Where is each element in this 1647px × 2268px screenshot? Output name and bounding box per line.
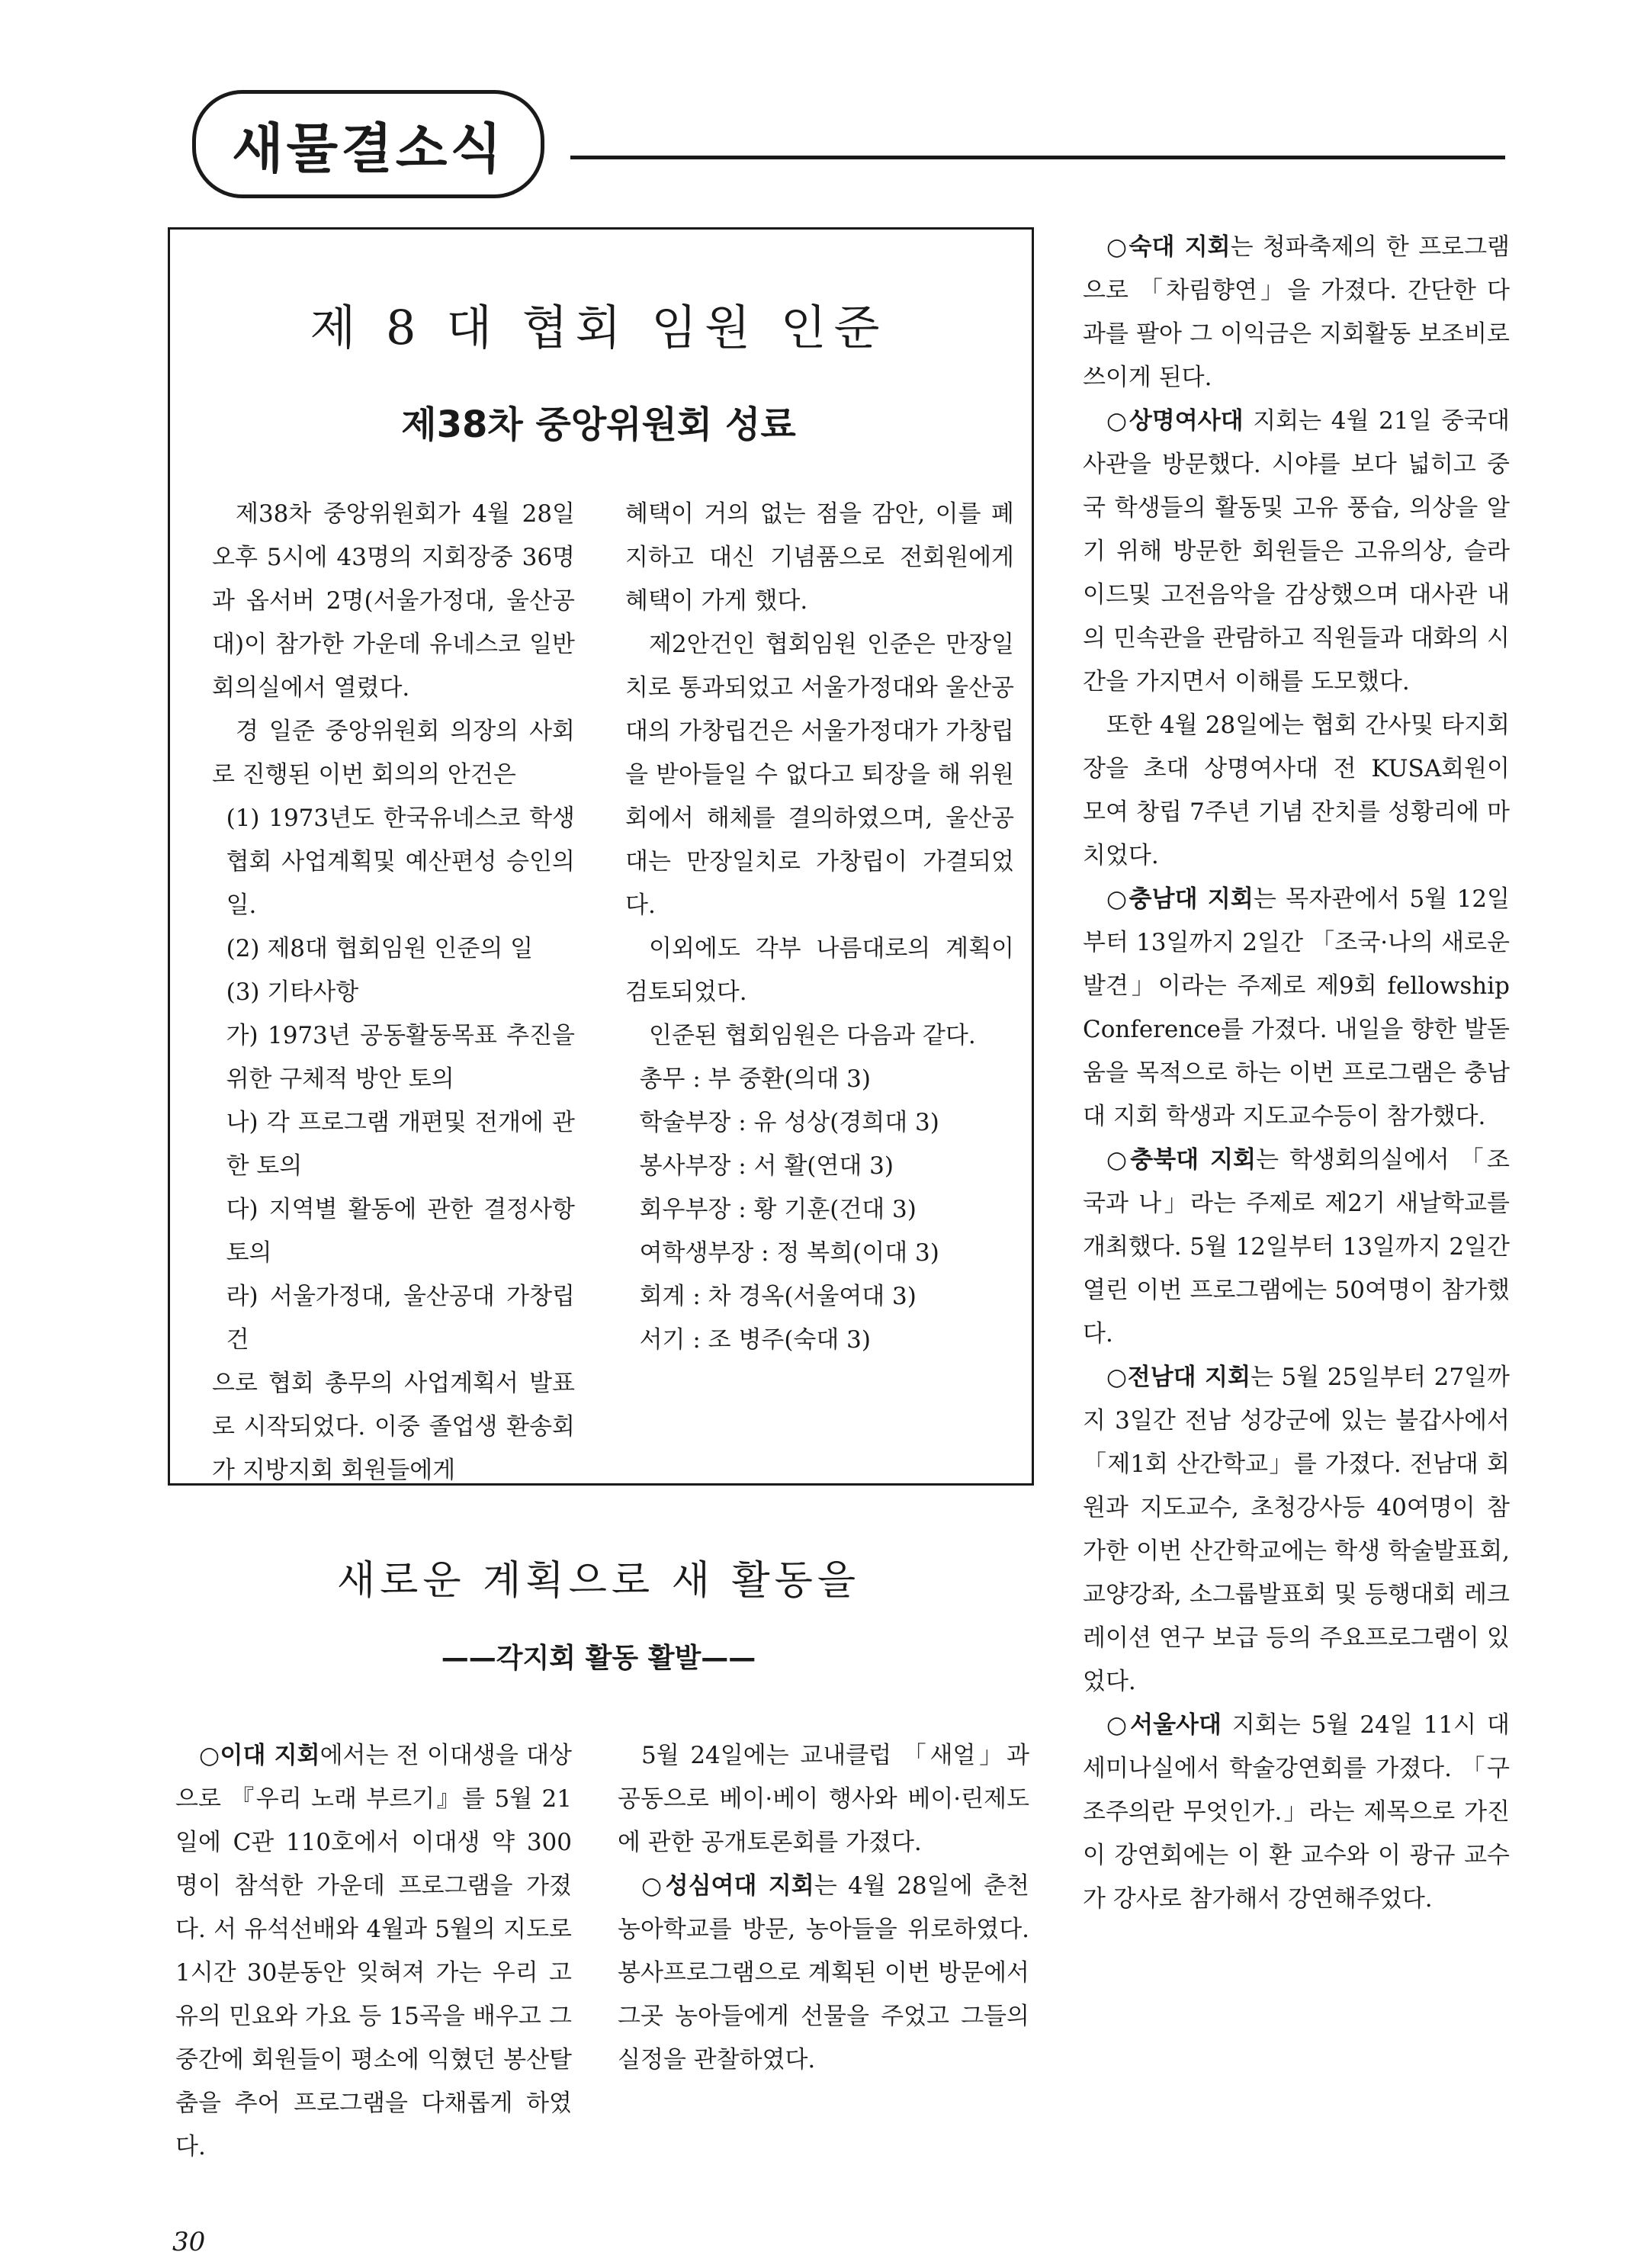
paragraph-text: 총무 : 부 중환(의대 3): [639, 1065, 871, 1093]
news-item: [1083, 1139, 1510, 1356]
paragraph: [212, 927, 575, 971]
paragraph: [625, 1014, 1014, 1058]
news-text: 또한 4월 28일에는 협회 간사및 타지회장을 초대 상명여사대 전 KUSA회원이 모여 창립 7주년 기념 잔치를 성황리에 마치었다.: [1083, 712, 1510, 869]
news-text: 는 목자관에서 5월 12일부터 13일까지 2일간 「조국·나의 새로운 발견」이라는 주제로 제9회 fellowship Conference를 가졌다. 내일을 향한 발돋움을 목적으로 하는 이번 프로그램은 충남대 지회 학생과 지도교수등이 참가했다.: [1083, 885, 1510, 1130]
news-item: [1083, 1704, 1510, 1921]
section-logo-text: 새물결소식: [231, 117, 506, 180]
paragraph: [625, 493, 1014, 623]
news-item: [1083, 704, 1510, 878]
article-title: 제 8 대 협회 임원 인준: [310, 300, 888, 355]
paragraph: [212, 1188, 575, 1275]
news-text: 는 청파축제의 한 프로그램으로 「차림향연」을 가졌다. 간단한 다과를 팔아 그 이익금은 지회활동 보조비로 쓰이게 된다.: [1083, 233, 1510, 391]
paragraph-text: 제38차 중앙위원회가 4월 28일 오후 5시에 43명의 지회장중 36명과 옵서버 2명(서울가정대, 울산공대)이 참가한 가운데 유네스코 일반회의실에서 열렸다.: [212, 500, 575, 702]
paragraph: [625, 1232, 1014, 1275]
paragraph: [212, 710, 575, 797]
paragraph-text: 경 일준 중앙위원회 의장의 사회로 진행된 이번 회의의 안건은: [212, 718, 575, 789]
paragraph-text: 인준된 협회임원은 다음과 같다.: [649, 1022, 976, 1049]
paragraph: [625, 1319, 1014, 1362]
news-item: [1083, 400, 1510, 704]
paragraph-text: (2) 제8대 협회임원 인준의 일: [226, 935, 534, 962]
page-number: 30: [172, 2227, 206, 2257]
header-rule: [570, 156, 1505, 159]
paragraph: [212, 971, 575, 1014]
article-column-2: [625, 493, 1014, 1362]
paragraph-text: 다) 지역별 활동에 관한 결정사항 토의: [226, 1196, 575, 1267]
article-subtitle: 제38차 중앙위원회 성료: [401, 403, 796, 446]
section-logo: [192, 90, 544, 198]
news-text: 는 학생회의실에서 「조국과 나」라는 주제로 제2기 새날학교를 개최했다. 5월 12일부터 13일까지 2일간 열린 이번 프로그램에는 50여명이 참가했다.: [1083, 1146, 1510, 1348]
paragraph-text: 라) 서울가정대, 울산공대 가창립건: [226, 1283, 575, 1354]
branch-name: ○충남대 지회: [1106, 885, 1254, 913]
paragraph-text: (3) 기타사항: [226, 978, 359, 1006]
news-text: 지회는 4월 21일 중국대사관을 방문했다. 시야를 보다 넓히고 중국 학생들의 활동및 고유 풍습, 의상을 알기 위해 방문한 회원들은 고유의상, 슬라이드및 고전음악을 감상했으며 대사관 내의 민속관을 관람하고 직원들과 대화의 시간을 가지면서 이해를 도모했다.: [1083, 407, 1510, 695]
branch-name: ○이대 지회: [199, 1742, 320, 1769]
news-item: [1083, 226, 1510, 400]
news-item: [618, 1865, 1029, 2082]
paragraph-text: 혜택이 거의 없는 점을 감안, 이를 폐지하고 대신 기념품으로 전회원에게 혜택이 가게 했다.: [625, 500, 1014, 615]
paragraph-text: 학술부장 : 유 성상(경희대 3): [639, 1109, 939, 1136]
paragraph: [212, 1101, 575, 1188]
news-column-1: [175, 1734, 572, 2169]
paragraph: [212, 1014, 575, 1101]
paragraph: [625, 623, 1014, 927]
branch-name: ○상명여사대: [1106, 407, 1244, 435]
branch-name: ○숙대 지회: [1106, 233, 1231, 261]
section-title: 새로운 계획으로 새 활동을: [336, 1558, 861, 1604]
paragraph: [212, 493, 575, 710]
paragraph-text: 회계 : 차 경옥(서울여대 3): [639, 1283, 917, 1310]
paragraph: [625, 1188, 1014, 1232]
news-text: 는 5월 25일부터 27일까지 3일간 전남 성강군에 있는 불갑사에서 「제1회 산간학교」를 가졌다. 전남대 회원과 지도교수, 초청강사등 40여명이 참가한 이번 산간학교에는 학생 학술발표회, 교양강좌, 소그룹발표회 및 등행대회 레크레이션 연구 보급 등의 주요프로그램이 있었다.: [1083, 1364, 1510, 1695]
news-item: [1083, 1356, 1510, 1704]
branch-name: ○충북대 지회: [1106, 1146, 1257, 1174]
news-column-2: [618, 1734, 1029, 2082]
paragraph-text: 여학생부장 : 정 복희(이대 3): [639, 1239, 939, 1267]
paragraph: [212, 1275, 575, 1362]
paragraph: [212, 797, 575, 927]
paragraph-text: 으로 협회 총무의 사업계획서 발표로 시작되었다. 이중 졸업생 환송회가 지방지회 회원들에게: [212, 1370, 575, 1484]
news-text: 5월 24일에는 교내클럽 「새얼」과 공동으로 베이·베이 행사와 베이·린제도에 관한 공개토론회를 가졌다.: [618, 1742, 1029, 1856]
news-item: [1083, 878, 1510, 1139]
news-column-right: [1083, 226, 1510, 1921]
paragraph-text: 가) 1973년 공동활동목표 추진을 위한 구체적 방안 토의: [226, 1022, 575, 1093]
paragraph: [625, 1101, 1014, 1145]
paragraph-text: (1) 1973년도 한국유네스코 학생협회 사업계획및 예산편성 승인의 일.: [226, 805, 575, 919]
branch-name: ○전남대 지회: [1106, 1364, 1251, 1391]
paragraph-text: 나) 각 프로그램 개편및 전개에 관한 토의: [226, 1109, 575, 1180]
paragraph: [625, 1058, 1014, 1101]
paragraph-text: 제2안건인 협회임원 인준은 만장일치로 통과되었고 서울가정대와 울산공대의 가창립건은 서울가정대가 가창립을 받아들일 수 없다고 퇴장을 해 위원회에서 해체를 결의하였으며, 울산공대는 만장일치로 가창립이 가결되었다.: [625, 631, 1014, 919]
news-item: [618, 1734, 1029, 1865]
article-column-1: [212, 493, 575, 1492]
section-subtitle: ——각지회 활동 활발——: [441, 1643, 756, 1674]
paragraph: [212, 1362, 575, 1492]
news-text: 지회는 5월 24일 11시 대세미나실에서 학술강연회를 가졌다. 「구조주의란 무엇인가.」라는 제목으로 가진 이 강연회에는 이 환 교수와 이 광규 교수가 강사로 참가해서 강연해주었다.: [1083, 1711, 1510, 1913]
news-text: 에서는 전 이대생을 대상으로 『우리 노래 부르기』를 5월 21일에 C관 110호에서 이대생 약 300명이 참석한 가운데 프로그램을 가졌다. 서 유석선배와 4월과 5월의 지도로 1시간 30분동안 잊혀져 가는 우리 고유의 민요와 가요 등 15곡을 배우고 그 중간에 회원들이 평소에 익혔던 봉산탈춤을 추어 프로그램을 다채롭게 하였다.: [175, 1742, 572, 2160]
branch-name: ○서울사대: [1106, 1711, 1222, 1739]
paragraph-text: 회우부장 : 황 기훈(건대 3): [639, 1196, 917, 1223]
news-item: [175, 1734, 572, 2169]
paragraph-text: 서기 : 조 병주(숙대 3): [639, 1326, 871, 1354]
paragraph-text: 봉사부장 : 서 활(연대 3): [639, 1152, 894, 1180]
paragraph: [625, 1275, 1014, 1319]
paragraph-text: 이외에도 각부 나름대로의 계획이 검토되었다.: [625, 935, 1014, 1006]
branch-name: ○성심여대 지회: [641, 1872, 814, 1900]
news-text: 는 4월 28일에 춘천 농아학교를 방문, 농아들을 위로하였다. 봉사프로그램으로 계획된 이번 방문에서 그곳 농아들에게 선물을 주었고 그들의 실정을 관찰하였다.: [618, 1872, 1029, 2074]
paragraph: [625, 1145, 1014, 1188]
paragraph: [625, 927, 1014, 1014]
